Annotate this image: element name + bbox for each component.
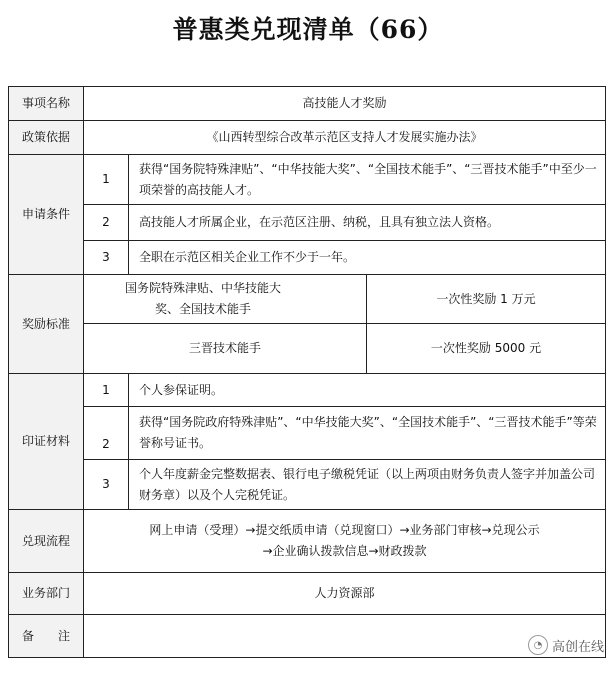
page-title: 普惠类兑现清单（66） (172, 15, 444, 44)
department-label: 业务部门 (9, 573, 83, 614)
material-number: 2 (102, 437, 110, 451)
wechat-icon: ◔ (528, 635, 548, 655)
policy-basis-value: 《山西转型综合改革示范区支持人才发展实施办法》 (206, 130, 483, 144)
material-text: 个人参保证明。 (139, 382, 224, 397)
materials-label: 印证材料 (9, 374, 83, 509)
material-text: 个人年度薪金完整数据表、银行电子缴税凭证（以上两项由财务负责人签字并加盖公司财务章）以及个人完税凭证。 (139, 466, 596, 502)
policy-basis-label: 政策依据 (9, 121, 83, 154)
department-value: 人力资源部 (314, 586, 375, 600)
award-amount: 一次性奖励 1 万元 (436, 291, 536, 306)
condition-number: 1 (102, 172, 110, 186)
condition-text: 全职在示范区相关企业工作不少于一年。 (139, 250, 356, 264)
table-border-bottom (8, 657, 606, 658)
process-value (84, 510, 605, 572)
material-number: 3 (102, 477, 110, 491)
item-name-value: 高技能人才奖励 (302, 96, 387, 110)
material-number: 1 (102, 382, 110, 397)
process-line-1: 网上申请（受理）→提交纸质申请（兑现窗口）→业务部门审核→兑现公示 (149, 523, 540, 537)
award-standard-label: 奖励标准 (9, 275, 83, 373)
item-name-label: 事项名称 (9, 87, 83, 120)
remark-label: 备 注 (9, 615, 83, 657)
process-line-2: →企业确认拨款信息→财政拨款 (262, 544, 427, 558)
table-border-right (605, 86, 606, 658)
watermark (528, 635, 604, 655)
remark-value (84, 615, 605, 657)
policy-table (8, 86, 606, 658)
conditions-label: 申请条件 (9, 155, 83, 274)
condition-number: 2 (102, 215, 110, 229)
watermark-text: 高创在线 (551, 639, 604, 655)
condition-text: 高技能人才所属企业，在示范区注册、纳税，且具有独立法人资格。 (139, 215, 500, 229)
award-amount: 一次性奖励 5000 元 (430, 341, 542, 355)
process-label: 兑现流程 (9, 510, 83, 572)
condition-number: 3 (102, 250, 110, 264)
condition-text: 获得“国务院特殊津贴”、“中华技能大奖”、“全国技术能手”、“三晋技术能手”中至少一项荣誉的高技能人才。 (139, 161, 597, 197)
material-text: 获得“国务院政府特殊津贴”、“中华技能大奖”、“全国技术能手”、“三晋技术能手”等荣誉称号证书。 (139, 415, 597, 450)
award-category: 国务院特殊津贴、中华技能大奖、全国技术能手 (124, 281, 281, 316)
award-category: 三晋技术能手 (188, 341, 261, 355)
